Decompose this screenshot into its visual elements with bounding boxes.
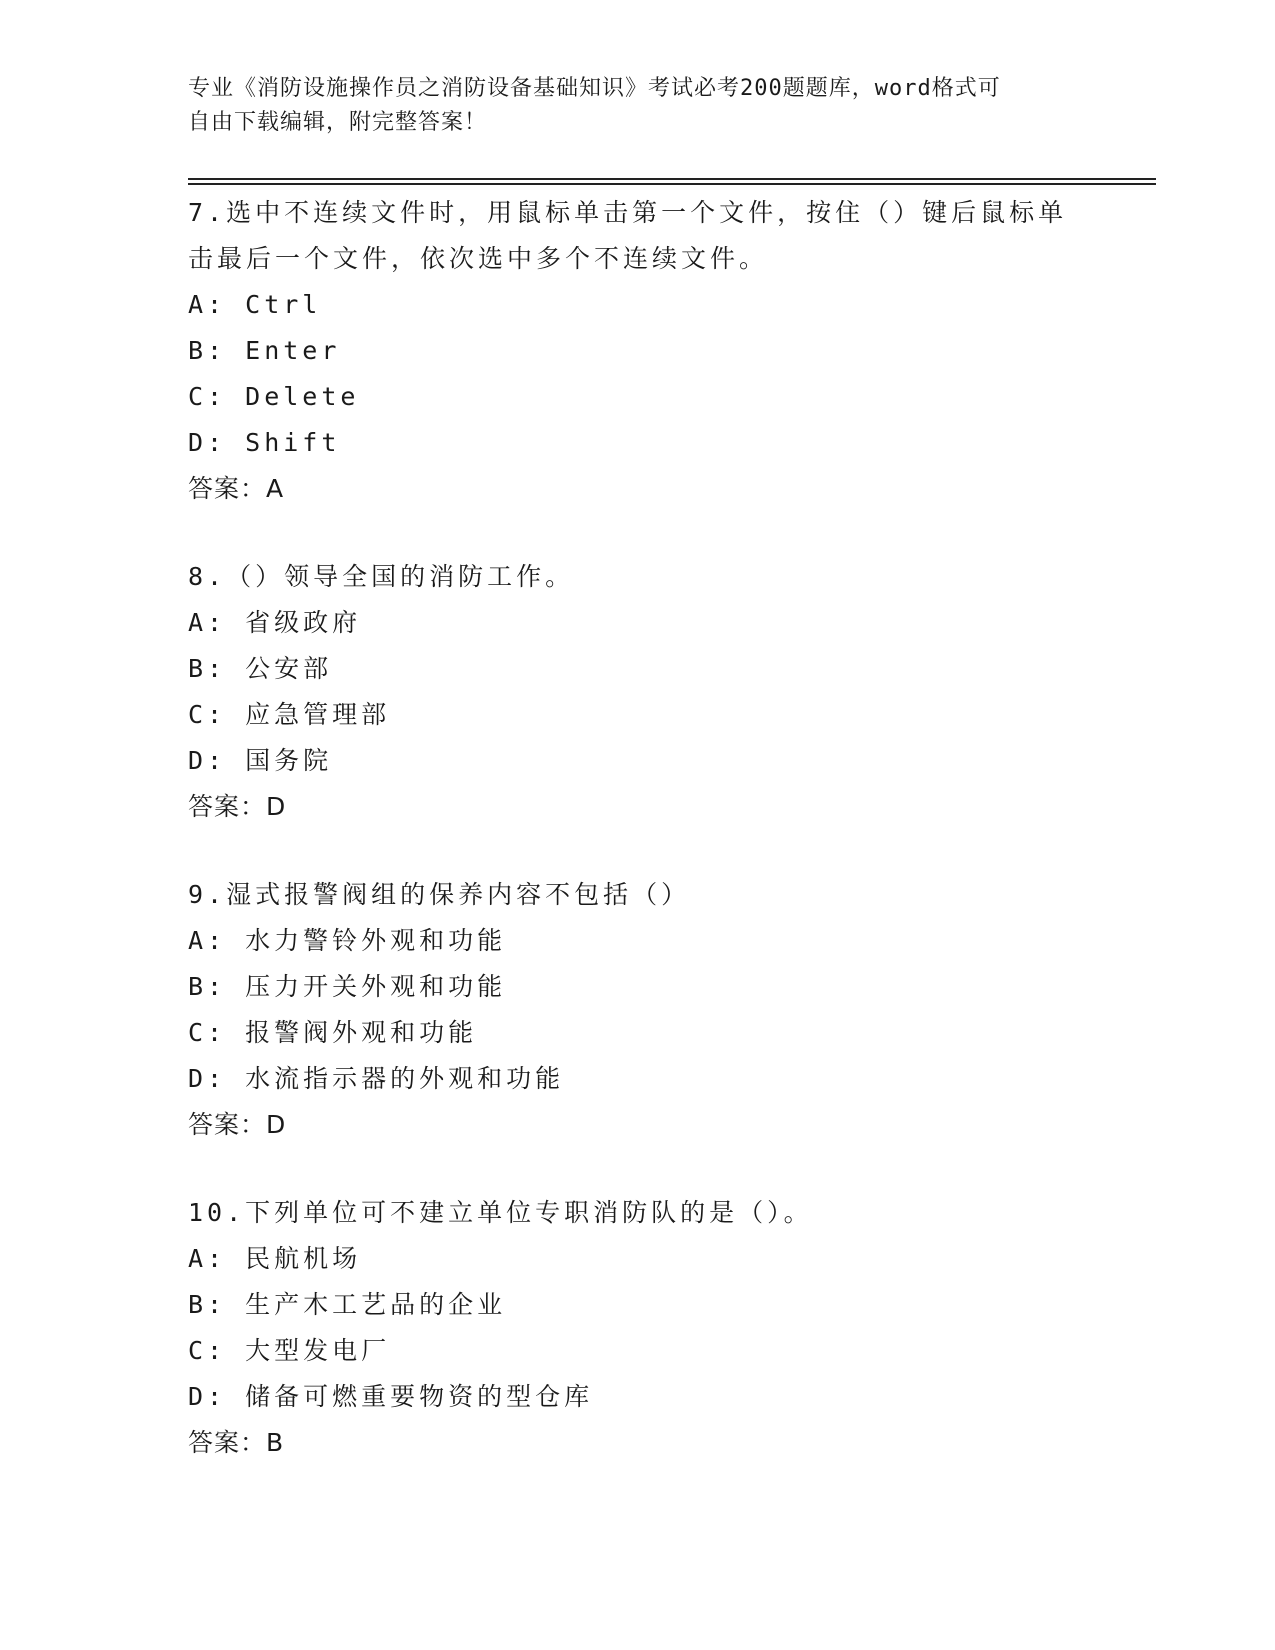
option-b: B: 公安部 xyxy=(188,654,333,683)
option-c: C: 大型发电厂 xyxy=(188,1336,391,1365)
answer-line: 答案：A xyxy=(188,474,285,503)
question-list xyxy=(188,190,1088,1508)
option-b: B: 压力开关外观和功能 xyxy=(188,972,507,1001)
document-header xyxy=(188,72,1088,140)
question-7 xyxy=(188,190,1088,512)
question-stem: 9.湿式报警阀组的保养内容不包括（） xyxy=(188,880,691,909)
question-stem: 8.（）领导全国的消防工作。 xyxy=(188,562,575,591)
option-a: A: 水力警铃外观和功能 xyxy=(188,926,507,955)
option-c: C: 应急管理部 xyxy=(188,700,391,729)
option-d: D: 储备可燃重要物资的型仓库 xyxy=(188,1382,594,1411)
option-c: C: Delete xyxy=(188,382,360,411)
option-a: A: Ctrl xyxy=(188,290,322,319)
answer-line: 答案：D xyxy=(188,1110,287,1139)
question-8 xyxy=(188,554,1088,830)
option-b: B: Enter xyxy=(188,336,341,365)
option-d: D: Shift xyxy=(188,428,341,457)
header-divider-top xyxy=(188,178,1156,180)
option-c: C: 报警阀外观和功能 xyxy=(188,1018,478,1047)
option-a: A: 省级政府 xyxy=(188,608,362,637)
option-d: D: 国务院 xyxy=(188,746,333,775)
question-stem: 10.下列单位可不建立单位专职消防队的是（）。 xyxy=(188,1198,813,1227)
answer-line: 答案：B xyxy=(188,1428,285,1457)
header-divider-bottom xyxy=(188,183,1156,185)
option-b: B: 生产木工艺品的企业 xyxy=(188,1290,507,1319)
answer-line: 答案：D xyxy=(188,792,287,821)
option-d: D: 水流指示器的外观和功能 xyxy=(188,1064,565,1093)
question-stem-continued: 击最后一个文件，依次选中多个不连续文件。 xyxy=(188,244,769,273)
question-10 xyxy=(188,1190,1088,1466)
question-stem: 7.选中不连续文件时，用鼠标单击第一个文件，按住（）键后鼠标单 xyxy=(188,198,1068,227)
option-a: A: 民航机场 xyxy=(188,1244,362,1273)
header-line-1: 专业《消防设施操作员之消防设备基础知识》考试必考200题题库，word格式可 xyxy=(188,76,1001,101)
question-9 xyxy=(188,872,1088,1148)
header-line-2: 自由下载编辑，附完整答案！ xyxy=(188,110,488,135)
